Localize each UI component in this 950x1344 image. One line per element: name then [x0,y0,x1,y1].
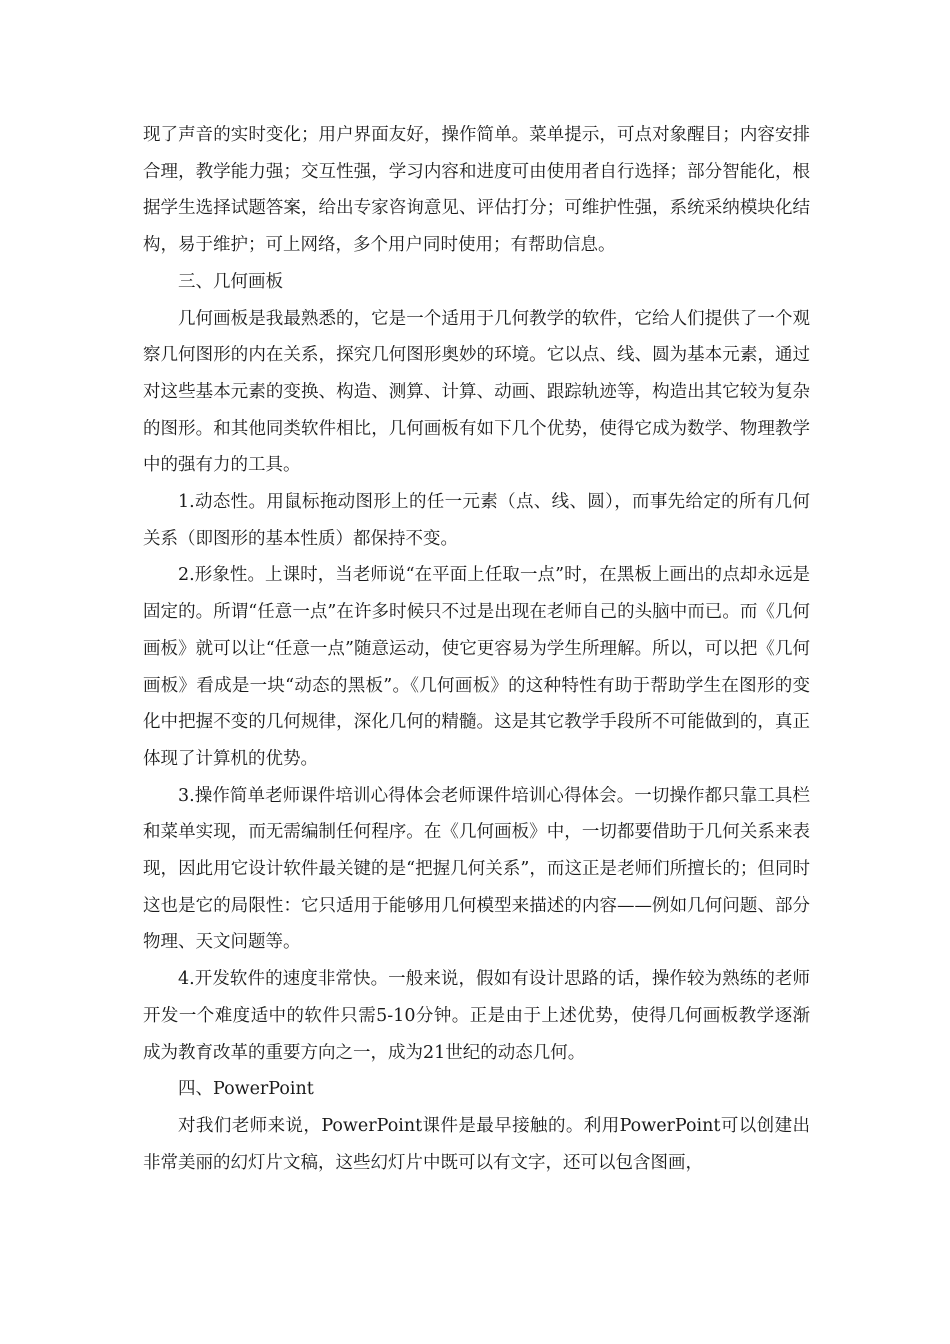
paragraph-continued: 现了声音的实时变化；用户界面友好，操作简单。菜单提示，可点对象醒目；内容安排合理，教学能力强；交互性强，学习内容和进度可由使用者自行选择；部分智能化，根据学生选择试题答案，给出专家咨询意见、评估打分；可维护性强，系统采纳模块化结构，易于维护；可上网络，多个用户同时使用；有帮助信息。 [143,125,810,256]
paragraph-geometry-intro: 几何画板是我最熟悉的，它是一个适用于几何教学的软件，它给人们提供了一个观察几何图形的内在关系，探究几何图形奥妙的环境。它以点、线、圆为基本元素，通过对这些基本元素的变换、构造、测算、计算、动画、跟踪轨迹等，构造出其它较为复杂的图形。和其他同类软件相比，几何画板有如下几个优势，使得它成为数学、物理教学中的强有力的工具。 [143,308,810,476]
paragraph-point-1: 1.动态性。用鼠标拖动图形上的任一元素（点、线、圆），而事先给定的所有几何关系（即图形的基本性质）都保持不变。 [143,492,810,549]
paragraph-powerpoint-intro: 对我们老师来说，PowerPoint课件是最早接触的。利用PowerPoint可以创建出非常美丽的幻灯片文稿，这些幻灯片中既可以有文字，还可以包含图画， [143,1115,810,1173]
document-body [143,117,810,1181]
paragraph-point-2: 2.形象性。上课时，当老师说“在平面上任取一点”时，在黑板上画出的点却永远是固定的。所谓“任意一点”在许多时候只不过是出现在老师自己的头脑中而已。而《几何画板》就可以让“任意一点”随意运动，使它更容易为学生所理解。所以，可以把《几何画板》看成是一块“动态的黑板”。《几何画板》的这种特性有助于帮助学生在图形的变化中把握不变的几何规律，深化几何的精髓。这是其它教学手段所不可能做到的，真正体现了计算机的优势。 [143,565,810,769]
section-heading-geometry-sketchpad: 三、几何画板 [178,271,283,292]
section-heading-powerpoint: 四、PowerPoint [178,1079,314,1100]
paragraph-point-3: 3.操作简单老师课件培训心得体会老师课件培训心得体会。一切操作都只靠工具栏和菜单实现，而无需编制任何程序。在《几何画板》中，一切都要借助于几何关系来表现，因此用它设计软件最关键的是“把握几何关系”，而这正是老师们所擅长的；但同时这也是它的局限性：它只适用于能够用几何模型来描述的内容——例如几何问题、部分物理、天文问题等。 [143,785,810,953]
paragraph-point-4: 4.开发软件的速度非常快。一般来说，假如有设计思路的话，操作较为熟练的老师开发一个难度适中的软件只需5-10分钟。正是由于上述优势，使得几何画板教学逐渐成为教育改革的重要方向之一，成为21世纪的动态几何。 [143,969,810,1063]
